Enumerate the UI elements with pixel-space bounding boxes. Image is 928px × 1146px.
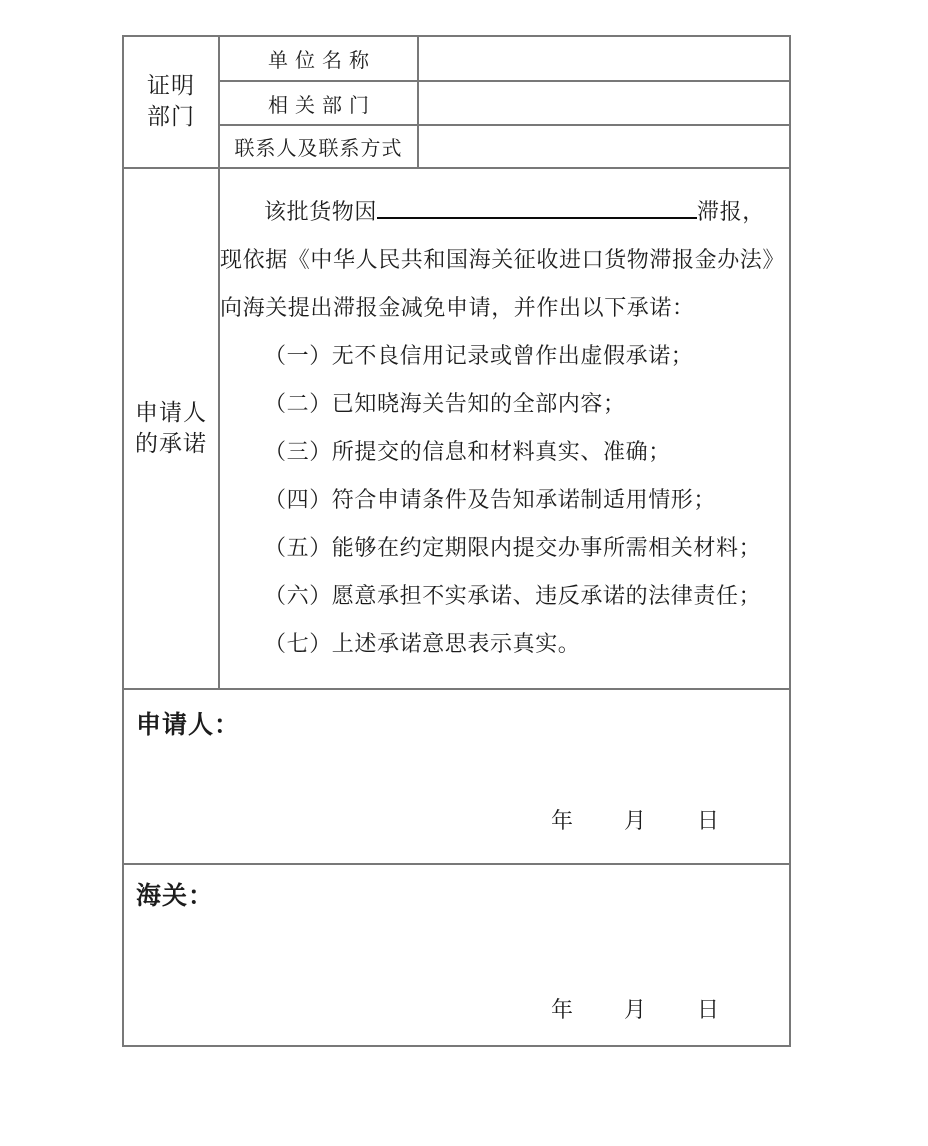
applicant-day-label: 日 (696, 809, 719, 834)
applicant-signature-cell[interactable] (123, 689, 790, 864)
applicant-commitment-header-line2: 的承诺 (135, 430, 207, 457)
customs-signature-cell[interactable] (123, 864, 790, 1046)
commitment-content-cell (219, 168, 790, 689)
intro-prefix-text: 该批货物因 (264, 199, 378, 225)
commitment-item-2: （二）已知晓海关告知的全部内容； (264, 391, 626, 417)
unit-name-label: 单位名称 (219, 36, 418, 81)
applicant-commitment-header-line1: 申请人 (135, 399, 207, 426)
commitment-paragraph-line: 向海关提出滞报金减免申请，并作出以下承诺： (220, 295, 695, 321)
related-dept-value-cell[interactable] (418, 81, 790, 125)
certifying-dept-header-line2: 部门 (147, 104, 195, 130)
table-row (123, 689, 790, 864)
customs-month-label: 月 (623, 998, 646, 1023)
delay-reason-blank-field[interactable] (377, 217, 697, 219)
applicant-label: 申请人： (136, 710, 241, 739)
certifying-dept-header-line1: 证明 (147, 73, 195, 99)
commitment-item-6: （六）愿意承担不实承诺、违反承诺的法律责任； (264, 583, 762, 609)
table-row (123, 81, 790, 125)
applicant-date-line (124, 810, 789, 834)
table-row (123, 125, 790, 168)
unit-name-value-cell[interactable] (418, 36, 790, 81)
applicant-commitment-header (123, 168, 219, 689)
table-row (123, 168, 790, 689)
intro-suffix-text: 滞报， (697, 199, 765, 225)
application-form-table (122, 35, 791, 1047)
commitment-item-7: （七）上述承诺意思表示真实。 (264, 631, 581, 657)
commitment-item-5: （五）能够在约定期限内提交办事所需相关材料； (264, 535, 762, 561)
customs-day-label: 日 (696, 998, 719, 1023)
commitment-paragraph-line: 现依据《中华人民共和国海关征收进口货物滞报金办法》 (220, 247, 786, 273)
commitment-item-3: （三）所提交的信息和材料真实、准确； (264, 439, 671, 465)
applicant-month-label: 月 (623, 809, 646, 834)
table-row (123, 36, 790, 81)
table-row (123, 864, 790, 1046)
customs-label: 海关： (136, 881, 215, 910)
commitment-item-1: （一）无不良信用记录或曾作出虚假承诺； (264, 343, 694, 369)
certifying-dept-header (123, 36, 219, 168)
contact-info-label: 联系人及联系方式 (219, 125, 418, 168)
applicant-year-label: 年 (550, 809, 573, 834)
customs-date-line (124, 999, 789, 1023)
customs-year-label: 年 (550, 998, 573, 1023)
commitment-item-4: （四）符合申请条件及告知承诺制适用情形； (264, 487, 717, 513)
contact-info-value-cell[interactable] (418, 125, 790, 168)
related-dept-label: 相关部门 (219, 81, 418, 125)
commitment-intro-line (220, 189, 789, 237)
